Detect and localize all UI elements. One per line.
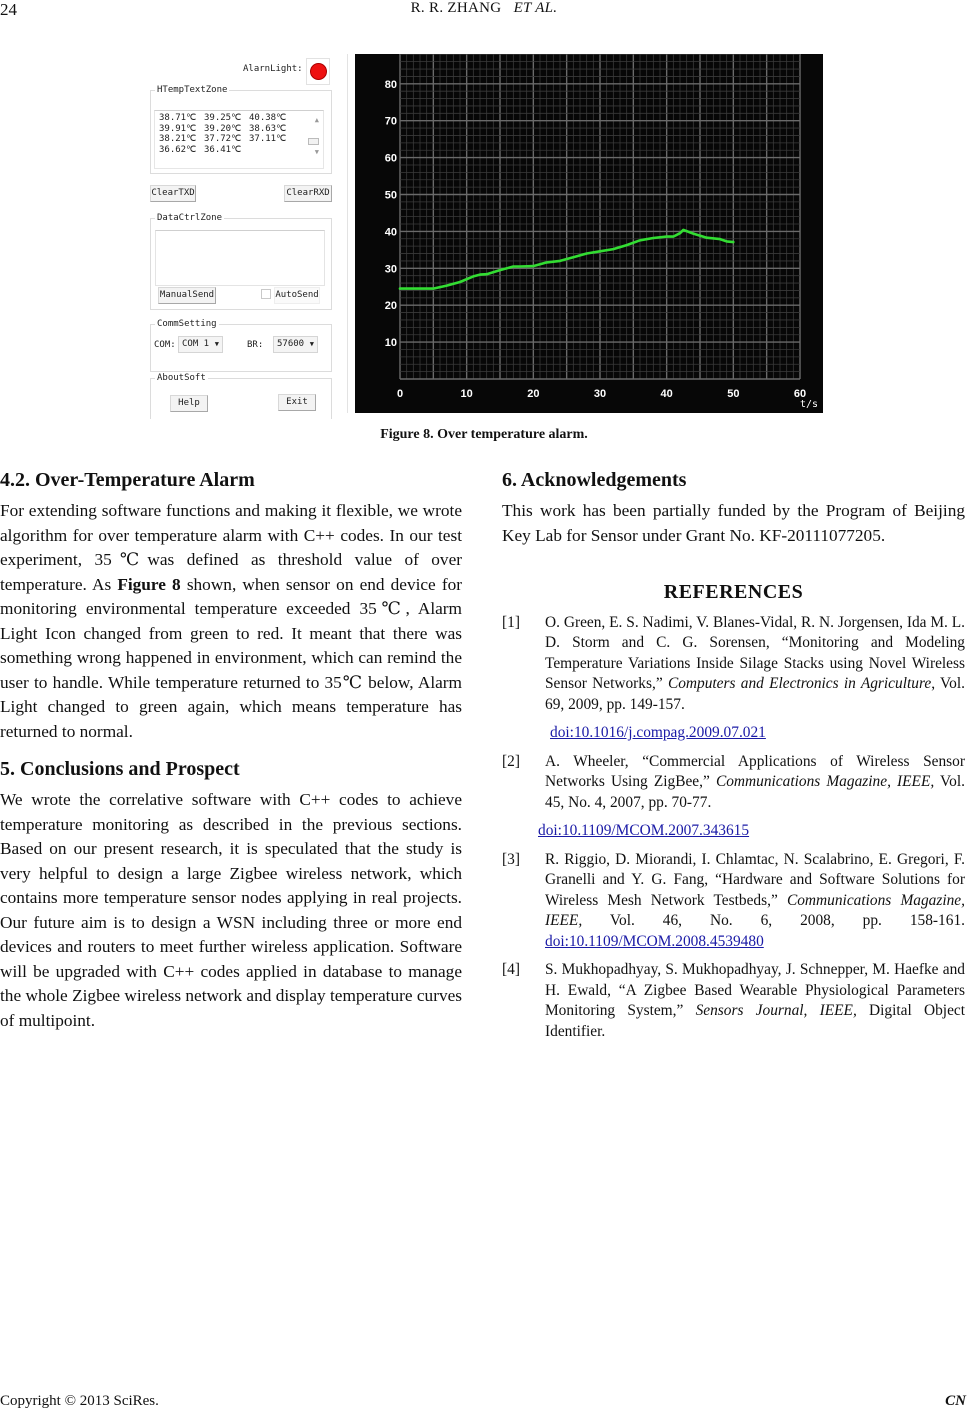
section-6-body: This work has been partially funded by the Program of Beijing Key Lab for Sensor under Grant No. KF-20111077205. [502,501,965,545]
serial-app-panel [148,54,340,413]
scroll-down-arrow-icon[interactable]: ▼ [314,148,319,156]
reference-number: [1] [502,613,520,631]
reference-item [502,850,965,953]
reference-text: A. Wheeler, “Commercial Applications of Wireless Sensor Networks Using ZigBee,” [545,752,965,790]
svg-text:0: 0 [396,388,404,400]
running-header-et-al: ET AL. [513,0,558,16]
reference-text: S. Mukhopadhyay, S. Mukhopadhyay, J. Schnepper, M. Haefke and H. Ewald, “A Zigbee Based Wearable Physiological Parameters Monitoring System,” [545,961,965,1019]
comm-setting-label: CommSetting [157,319,217,329]
svg-text:10: 10 [384,337,397,350]
figure-8-reference[interactable]: Figure 8 [117,574,181,594]
section-5-body: We wrote the correlative software with C++ codes to achieve temperature monitoring as described in the previous sections. Based on our present research, it is speculated that the study is very helpful to design a large Zigbee wireless network, which contains more temperature sensor nodes applying in real projects. Our future aim is to design a WSN including three or more end devices and routers to meet further wireless application. Software will be upgraded with C++ codes applied in database to manage the whole Zigbee wireless network and display temperature curves of multipoint. [0,790,462,1030]
reference-text: O. Green, E. S. Nadimi, V. Blanes-Vidal, R. N. Jorgensen, Ida M. L. D. Storm and C. G. Sorensen, “Monitoring and Modeling Temperature Variations Inside Silage Stacks using Novel Wireless Sensor Networks,” [545,613,965,692]
reference-doi-link[interactable]: doi:10.1109/MCOM.2007.343615 [538,822,750,839]
reference-tail: Vol. 45, No. 4, 2007, pp. 70-77. [545,773,965,811]
baud-rate-select[interactable] [273,336,318,353]
temp-readings-list [159,113,294,155]
reference-number: [3] [502,850,520,868]
reference-doi-line [502,821,965,842]
section-4-2-text-2: shown, when sensor on end device for monitoring environmental temperature exceeded 35℃, Alarm Light Icon changed from green to red. It meant that there was something wrong happened in environment, which can remind the user to handle. While temperature returned to 35℃ below, Alarm Light changed to green again, which means temperature has returned to normal. [0,574,462,741]
svg-text:50: 50 [727,388,740,400]
panel-separator [347,54,348,413]
reference-journal: Communications Magazine, IEEE, [545,891,965,929]
clear-txd-button[interactable]: ClearTXD [150,185,196,202]
reference-item [502,960,965,1042]
temperature-chart [355,54,823,413]
scroll-up-arrow-icon[interactable]: ▲ [314,116,319,124]
temp-reading: 38.63℃ [249,123,287,134]
baud-rate-value: 57600 [277,339,305,349]
temperature-chart-svg [355,54,823,413]
reference-item [502,752,965,814]
running-header-authors: R. R. ZHANG [410,0,502,16]
svg-text:20: 20 [527,388,540,400]
temp-reading: 40.38℃ [249,113,287,123]
svg-text:t/s: t/s [799,399,818,410]
svg-text:60: 60 [384,152,397,165]
reference-tail: , Vol. 69, 2009, pp. 149-157. [545,675,965,713]
baud-rate-label: BR: [247,340,264,350]
copyright-footer: Copyright © 2013 SciRes. [0,1393,159,1409]
journal-abbreviation: CN [945,1393,966,1409]
reference-journal: Computers and Electronics in Agriculture [667,675,932,692]
temp-text-zone-label: HTempTextZone [157,85,228,95]
reference-text: R. Riggio, D. Miorandi, I. Chlamtac, N. Scalabrino, E. Gregori, F. Granelli and Y. G. Fang, “Hardware and Software Solutions for Wireless Mesh Network Testbeds,” [545,850,965,909]
svg-text:30: 30 [593,388,607,400]
alarm-light-icon [310,63,327,80]
figure-caption: Figure 8. Over temperature alarm. [380,427,588,442]
com-port-value: COM 1 [182,339,210,349]
temp-reading: 38.21℃ [159,134,197,144]
scrollbar-thumb[interactable] [308,138,319,145]
auto-send-label[interactable]: AutoSend [274,287,320,304]
svg-text:60: 60 [793,388,807,400]
about-soft-label: AboutSoft [157,373,206,383]
reference-doi-link[interactable]: doi:10.1016/j.compag.2009.07.021 [550,724,766,741]
temp-reading: 39.20℃ [204,123,242,134]
svg-text:30: 30 [384,263,397,276]
temp-reading: 39.25℃ [204,113,242,123]
section-4-2-body [0,499,462,744]
reference-journal: Sensors Journal, IEEE, [695,1002,857,1019]
data-ctrl-zone-label: DataCtrlZone [157,213,223,223]
help-button[interactable]: Help [170,395,208,412]
svg-text:20: 20 [384,300,397,313]
right-column [502,467,965,1050]
svg-text:70: 70 [384,115,397,128]
svg-text:40: 40 [660,388,673,400]
svg-text:10: 10 [460,388,473,400]
left-column [0,467,462,1033]
temp-reading: 37.72℃ [204,134,242,144]
temp-reading: 36.41℃ [204,144,242,155]
clear-rxd-button[interactable]: ClearRXD [284,185,332,202]
temp-reading: 37.11℃ [249,134,287,144]
svg-text:50: 50 [384,189,397,202]
section-4-2-title: 4.2. Over-Temperature Alarm [0,469,255,491]
svg-text:40: 40 [384,226,397,239]
section-4-2-text-1: For extending software functions and making it flexible, we wrote algorithm for over temperature alarm with C++ codes. In our test experiment, 35℃was defined as threshold value of over temperature. As [0,501,462,594]
temp-reading: 39.91℃ [159,123,197,134]
figure-8 [148,54,823,413]
section-6-title: 6. Acknowledgements [502,469,687,491]
chevron-down-icon: ▼ [309,340,314,348]
reference-item [502,613,965,716]
reference-tail: Digital Object Identifier. [545,1002,966,1040]
temp-reading: 38.71℃ [159,113,197,123]
reference-doi-line [502,723,965,744]
reference-tail: Vol. 46, No. 6, 2008, pp. 158-161. [582,912,965,929]
reference-journal: Communications Magazine, IEEE, [715,773,935,790]
alarm-light-box [306,58,330,85]
reference-number: [2] [502,752,520,770]
send-data-textarea[interactable] [155,230,325,286]
svg-text:80: 80 [384,78,397,91]
references-title: REFERENCES [663,581,804,603]
temp-reading: 36.62℃ [159,144,197,155]
com-port-label: COM: [154,340,176,350]
com-port-select[interactable] [178,336,223,353]
chevron-down-icon: ▼ [214,340,219,348]
alarm-light-label: AlarnLight: [243,64,303,74]
temp-text-area[interactable] [154,110,324,169]
running-header [0,0,968,17]
section-5-title: 5. Conclusions and Prospect [0,758,240,780]
manual-send-button[interactable]: ManualSend [158,287,216,304]
reference-doi-link[interactable]: doi:10.1109/MCOM.2008.4539480 [545,932,764,950]
reference-number: [4] [502,961,520,978]
page-number: 24 [0,0,17,19]
auto-send-checkbox[interactable] [261,289,271,299]
exit-button[interactable]: Exit [278,394,316,411]
